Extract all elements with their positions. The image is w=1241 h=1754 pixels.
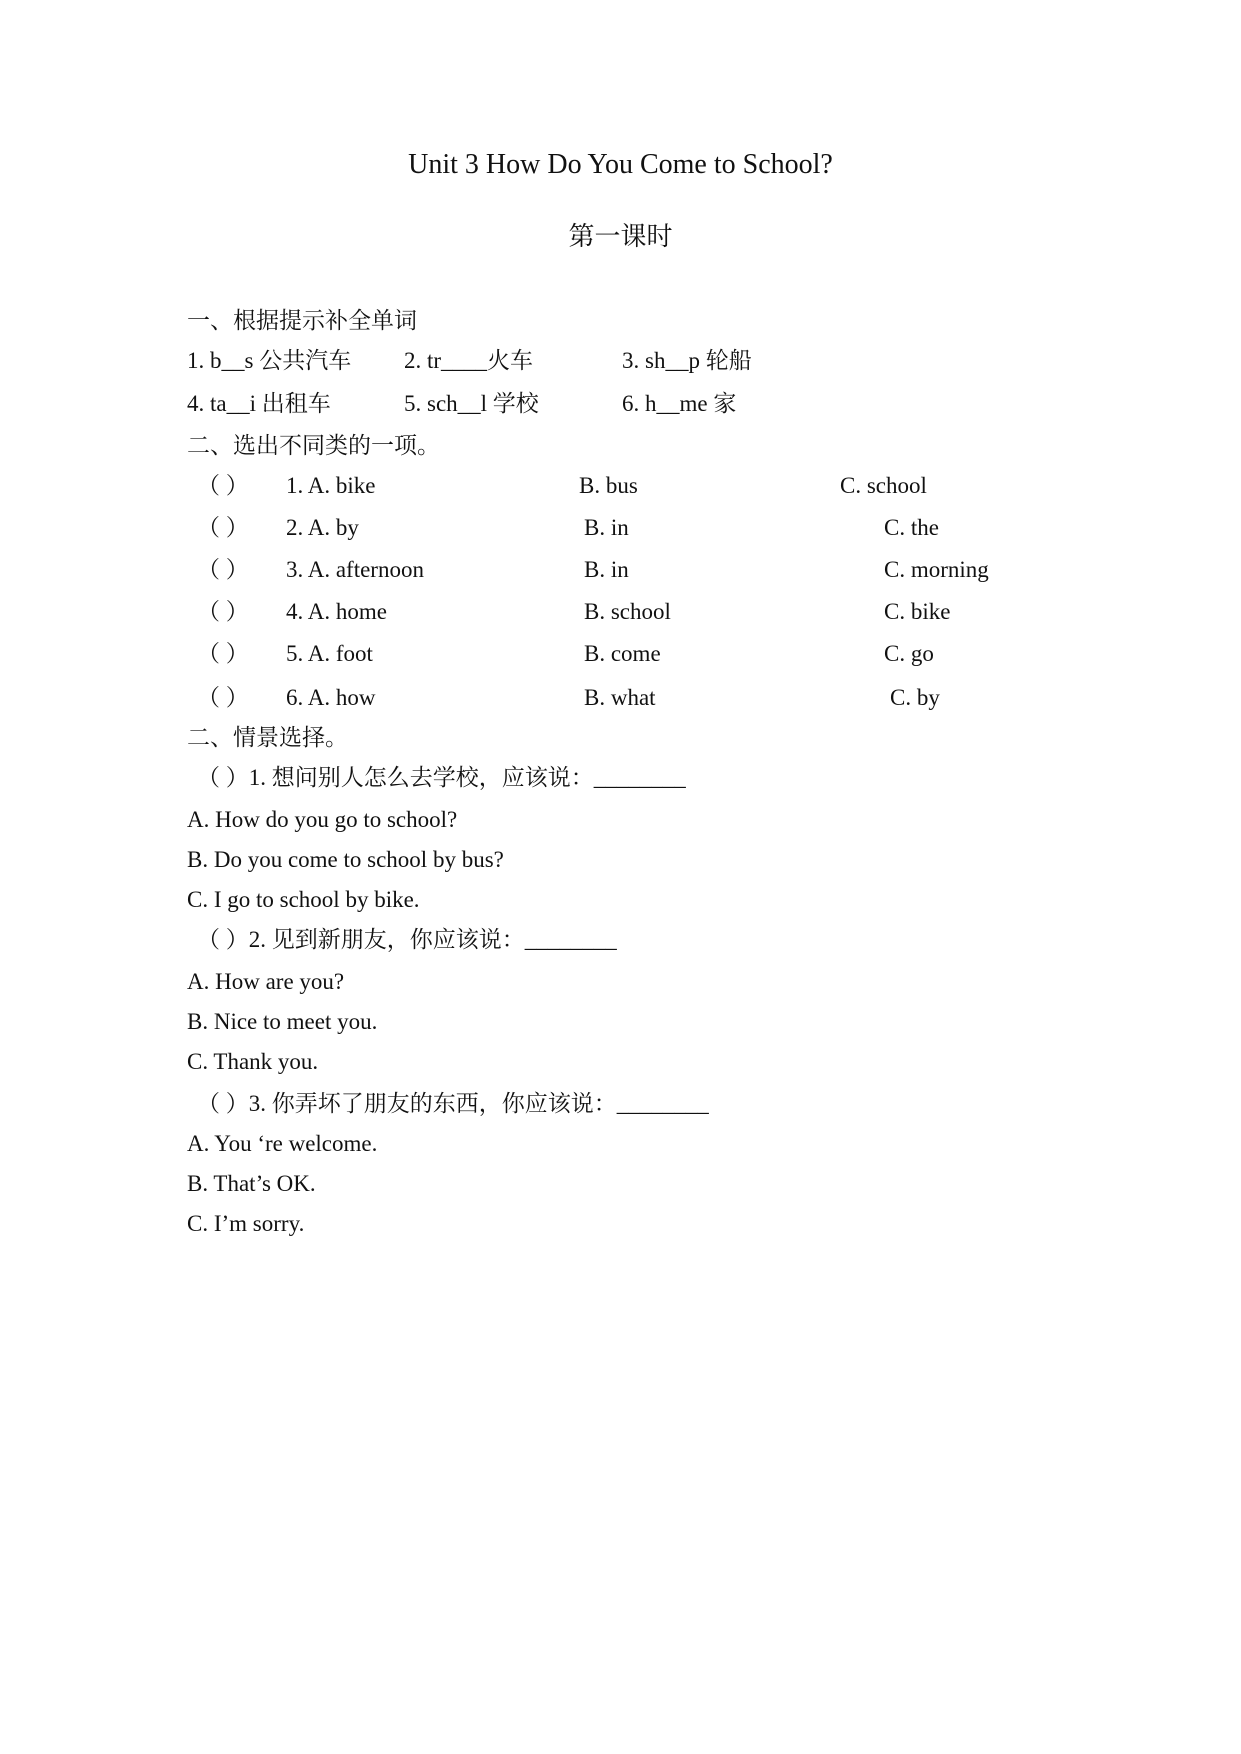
question-option: C. Thank you. bbox=[187, 1049, 319, 1074]
question-option: B. Do you come to school by bus? bbox=[187, 847, 504, 872]
option-a: 6. A. how bbox=[286, 685, 376, 710]
word-item-5: 5. sch__l 学校 bbox=[404, 391, 539, 416]
option-b: B. in bbox=[584, 557, 629, 582]
option-a: 5. A. foot bbox=[286, 641, 373, 666]
answer-paren: （ ） bbox=[197, 557, 249, 582]
section2-heading: 二、选出不同类的一项。 bbox=[187, 433, 440, 458]
option-b: B. what bbox=[584, 685, 656, 710]
option-c: C. school bbox=[840, 473, 927, 498]
question-prompt: （ ）3. 你弄坏了朋友的东西，你应该说：________ bbox=[197, 1091, 709, 1116]
option-a: 1. A. bike bbox=[286, 473, 376, 498]
option-c: C. bike bbox=[884, 599, 951, 624]
option-c: C. by bbox=[890, 685, 940, 710]
answer-paren: （ ） bbox=[197, 641, 249, 666]
answer-paren: （ ） bbox=[197, 515, 249, 540]
question-option: B. That’s OK. bbox=[187, 1171, 316, 1196]
page-title: Unit 3 How Do You Come to School? bbox=[408, 149, 833, 180]
word-item-2: 2. tr____火车 bbox=[404, 348, 534, 373]
option-c: C. the bbox=[884, 515, 939, 540]
question-option: A. You ‘re welcome. bbox=[187, 1131, 378, 1156]
answer-paren: （ ） bbox=[197, 685, 249, 710]
question-option: A. How are you? bbox=[187, 969, 345, 994]
word-item-4: 4. ta__i 出租车 bbox=[187, 391, 331, 416]
option-c: C. morning bbox=[884, 557, 989, 582]
option-a: 4. A. home bbox=[286, 599, 387, 624]
word-item-1: 1. b__s 公共汽车 bbox=[187, 348, 352, 373]
option-b: B. come bbox=[584, 641, 661, 666]
option-a: 2. A. by bbox=[286, 515, 359, 540]
word-item-3: 3. sh__p 轮船 bbox=[622, 348, 752, 373]
option-b: B. bus bbox=[579, 473, 638, 498]
option-b: B. school bbox=[584, 599, 671, 624]
question-option: C. I go to school by bike. bbox=[187, 887, 420, 912]
question-option: B. Nice to meet you. bbox=[187, 1009, 378, 1034]
section3-heading: 二、情景选择。 bbox=[187, 725, 348, 750]
question-option: A. How do you go to school? bbox=[187, 807, 458, 832]
answer-paren: （ ） bbox=[197, 473, 249, 498]
question-prompt: （ ）1. 想问别人怎么去学校，应该说：________ bbox=[197, 765, 686, 790]
option-b: B. in bbox=[584, 515, 629, 540]
question-option: C. I’m sorry. bbox=[187, 1211, 305, 1236]
option-a: 3. A. afternoon bbox=[286, 557, 424, 582]
word-item-6: 6. h__me 家 bbox=[622, 391, 737, 416]
section1-heading: 一、根据提示补全单词 bbox=[187, 308, 417, 333]
option-c: C. go bbox=[884, 641, 934, 666]
question-prompt: （ ）2. 见到新朋友，你应该说：________ bbox=[197, 927, 617, 952]
page-subtitle: 第一课时 bbox=[568, 222, 673, 251]
answer-paren: （ ） bbox=[197, 599, 249, 624]
